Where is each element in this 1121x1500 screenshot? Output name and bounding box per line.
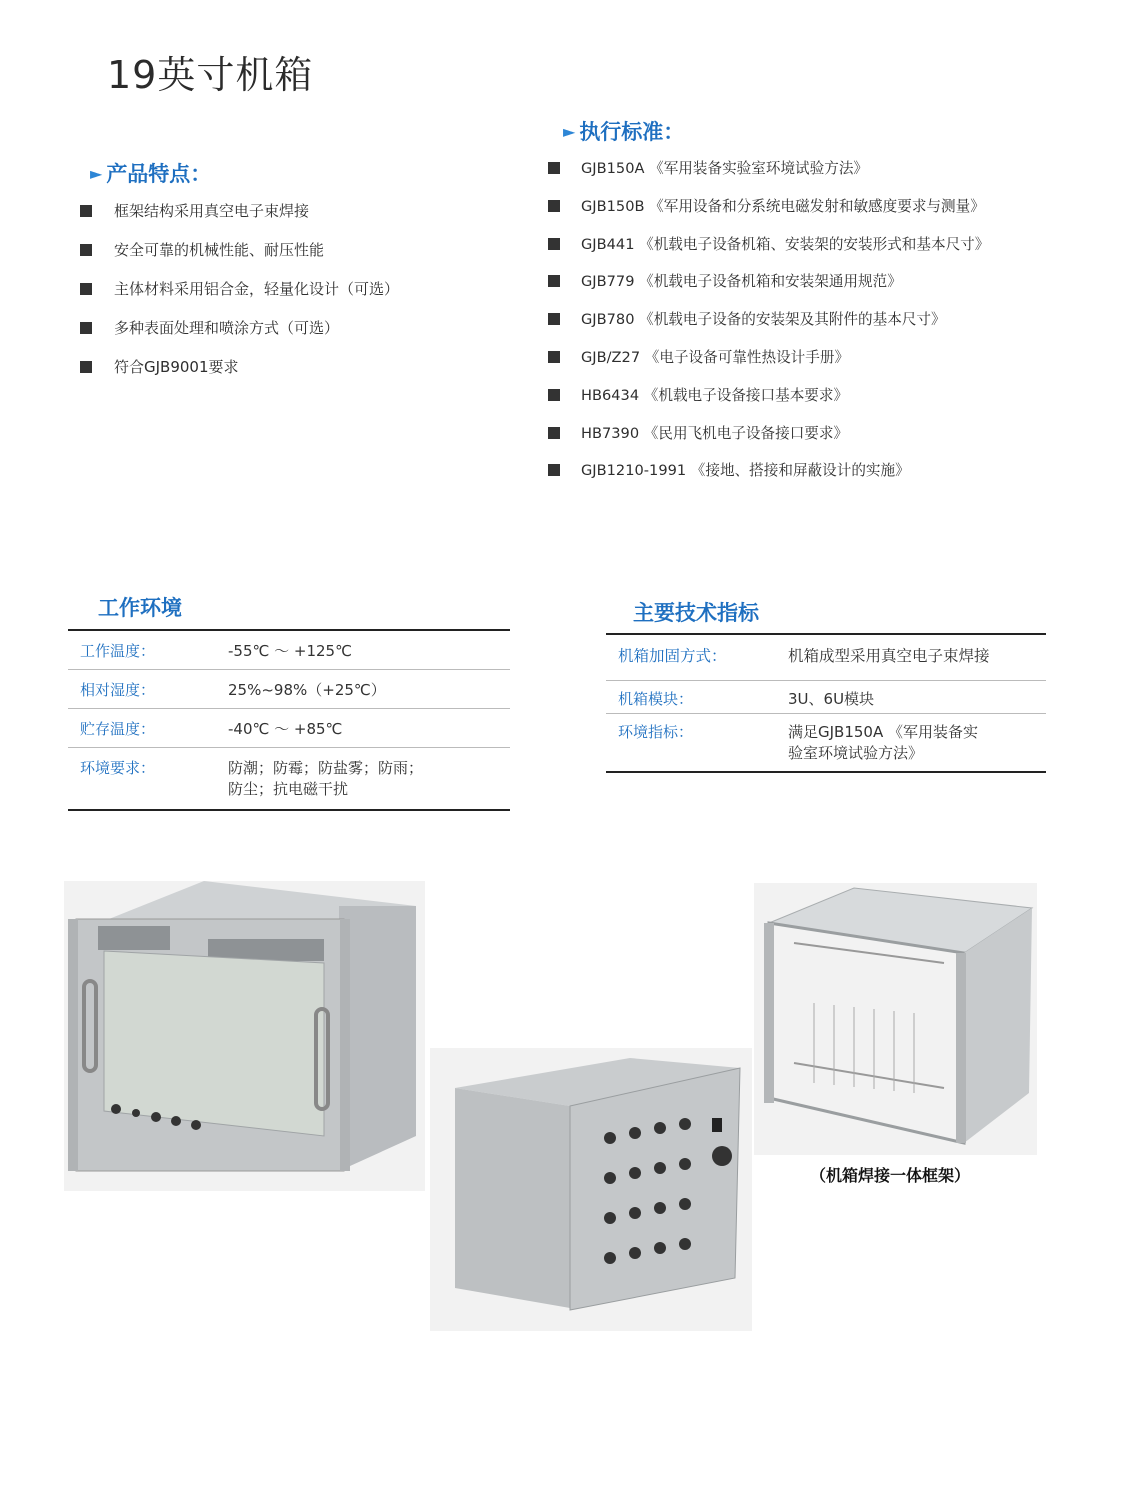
row-label: 环境要求： — [80, 759, 156, 777]
table-row — [68, 748, 510, 811]
feature-item — [80, 356, 399, 395]
feature-text: 符合GJB9001要求 — [114, 358, 239, 376]
row-label: 机箱模块： — [606, 681, 788, 714]
feature-item — [80, 239, 399, 278]
feature-text: 主体材料采用铝合金，轻量化设计（可选） — [114, 280, 400, 298]
standard-text: GJB779 《机载电子设备机箱和安装架通用规范》 — [581, 273, 902, 291]
features-heading-text: 产品特点： — [106, 162, 212, 186]
environment-title: 工作环境 — [98, 596, 182, 620]
standards-heading — [563, 116, 684, 146]
square-bullet-icon — [80, 205, 92, 217]
standard-item — [548, 270, 989, 308]
chassis-rear-illustration — [430, 1048, 752, 1331]
row-value: 3U、6U模块 — [788, 681, 1046, 714]
square-bullet-icon — [80, 361, 92, 373]
page-title: 19英寸机箱 — [107, 53, 314, 97]
table-row — [606, 714, 1046, 773]
chassis-rear-photo — [430, 1048, 752, 1331]
standards-list — [548, 157, 989, 497]
standards-heading-text: 执行标准： — [579, 120, 685, 144]
row-value-line: 满足GJB150A 《军用装备实 — [788, 723, 978, 741]
standard-text: GJB/Z27 《电子设备可靠性热设计手册》 — [581, 348, 850, 366]
square-bullet-icon — [548, 200, 560, 212]
row-label: 工作温度： — [68, 630, 228, 670]
row-label: 贮存温度： — [68, 709, 228, 748]
square-bullet-icon — [548, 464, 560, 476]
standard-text: HB6434 《机载电子设备接口基本要求》 — [581, 386, 849, 404]
square-bullet-icon — [548, 275, 560, 287]
square-bullet-icon — [548, 162, 560, 174]
table-row — [68, 670, 510, 709]
welded-frame-photo — [754, 883, 1037, 1155]
standard-text: GJB150A 《军用装备实验室环境试验方法》 — [581, 160, 869, 177]
triangle-bullet-icon: ► — [563, 122, 576, 141]
features-heading — [90, 158, 211, 188]
standard-item — [548, 384, 989, 422]
row-value-line: 防潮；防霉；防盐雾；防雨； — [228, 759, 424, 777]
features-list — [80, 200, 399, 395]
row-value-line: 防尘；抗电磁干扰 — [228, 780, 349, 798]
square-bullet-icon — [80, 244, 92, 256]
main-specs-title: 主要技术指标 — [633, 601, 759, 625]
square-bullet-icon — [548, 238, 560, 250]
row-value: 25%~98%（+25℃） — [228, 670, 510, 709]
chassis-front-photo — [64, 881, 425, 1191]
feature-item — [80, 278, 399, 317]
welded-frame-illustration — [754, 883, 1037, 1155]
square-bullet-icon — [80, 322, 92, 334]
triangle-bullet-icon: ► — [90, 164, 103, 183]
standard-text: GJB150B 《军用设备和分系统电磁发射和敏感度要求与测量》 — [581, 197, 985, 215]
row-value-line: 验室环境试验方法》 — [788, 744, 924, 762]
row-value: 机箱成型采用真空电子束焊接 — [788, 634, 1046, 681]
table-row — [606, 681, 1046, 714]
feature-item — [80, 317, 399, 356]
standard-text: GJB780 《机载电子设备的安装架及其附件的基本尺寸》 — [581, 311, 946, 329]
standard-text: HB7390 《民用飞机电子设备接口要求》 — [581, 424, 849, 442]
row-label: 相对湿度： — [68, 670, 228, 709]
row-label: 环境指标： — [618, 723, 694, 741]
standard-item — [548, 459, 989, 497]
row-label: 机箱加固方式： — [606, 634, 788, 681]
standard-item — [548, 308, 989, 346]
square-bullet-icon — [548, 351, 560, 363]
standard-item — [548, 233, 989, 271]
square-bullet-icon — [548, 427, 560, 439]
row-value — [228, 748, 510, 811]
standard-text: GJB1210-1991 《接地、搭接和屏蔽设计的实施》 — [581, 462, 910, 480]
feature-item — [80, 200, 399, 239]
feature-text: 框架结构采用真空电子束焊接 — [114, 202, 310, 220]
standard-text: GJB441 《机载电子设备机箱、安装架的安装形式和基本尺寸》 — [581, 235, 990, 253]
standard-item — [548, 346, 989, 384]
frame-caption: （机箱焊接一体框架） — [810, 1166, 971, 1185]
feature-text: 多种表面处理和喷涂方式（可选） — [114, 319, 340, 337]
standard-item — [548, 195, 989, 233]
table-row — [68, 709, 510, 748]
square-bullet-icon — [548, 313, 560, 325]
row-value: -55℃ ～ +125℃ — [228, 630, 510, 670]
row-value: -40℃ ～ +85℃ — [228, 709, 510, 748]
chassis-front-illustration — [64, 881, 425, 1191]
square-bullet-icon — [80, 283, 92, 295]
feature-text: 安全可靠的机械性能、耐压性能 — [114, 241, 325, 259]
standard-item — [548, 157, 989, 195]
standard-item — [548, 422, 989, 460]
square-bullet-icon — [548, 389, 560, 401]
table-row — [606, 634, 1046, 681]
table-row — [68, 630, 510, 670]
row-value — [788, 714, 1046, 773]
main-specs-table — [606, 633, 1046, 773]
environment-table — [68, 629, 510, 811]
